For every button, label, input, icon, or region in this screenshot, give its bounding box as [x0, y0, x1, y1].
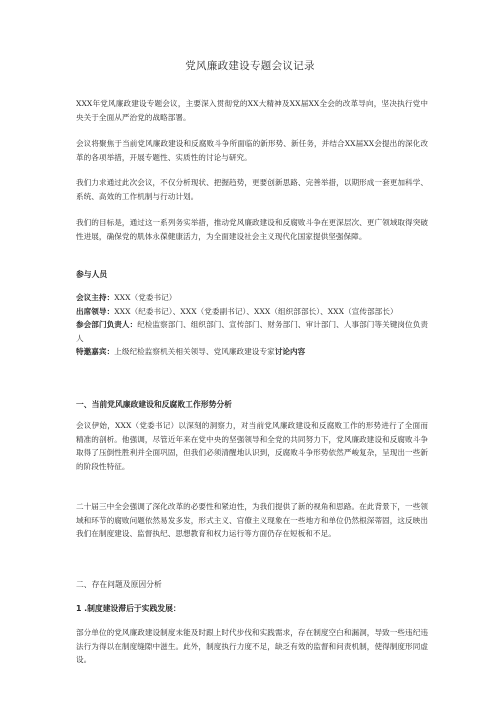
- section-2-heading: 二、存在问题及原因分析: [76, 580, 162, 589]
- intro-paragraph-1: XXX年党风廉政建设专题会议，主要深入贯彻党的XX大精神及XX届XX全会的改革导向，坚决执行党中央关于全面从严治党的战略部署。: [76, 99, 428, 122]
- section-1-heading: 一、当前党风廉政建设和反腐败工作形势分析: [76, 400, 232, 409]
- document-title: 党风廉政建设专题会议记录: [185, 60, 315, 72]
- guests-value: 上级纪检监察机关相关领导、党风廉政建设专家: [114, 347, 275, 357]
- leaders-line: [76, 305, 428, 319]
- host-label: 会议主持：: [76, 293, 115, 302]
- depts-value: 纪检监察部门、组织部门、宣传部门、财务部门、审计部门、人事部门等关键岗位负责人: [76, 320, 428, 343]
- intro-paragraph-2: 会议将聚焦于当前党风廉政建设和反腐败斗争所面临的新形势、新任务，并结合XX届XX会提出的深化改革的各项举措，开展专题性、实质性的讨论与研究。: [76, 139, 428, 162]
- guests-line: [76, 345, 428, 359]
- depts-label: 参会部门负责人：: [76, 320, 138, 330]
- section-2-paragraph-1: 部分单位的党风廉政建设制度未能及时跟上时代步伐和实践需求，存在制度空白和漏洞，导致一些违纪违法行为得以在制度缝隙中滋生。此外，制度执行力度不足，缺乏有效的监督和问责机制，使得制度形同虚设。: [76, 628, 428, 665]
- guests-tail: 讨论内容: [274, 347, 306, 357]
- participants-heading: 参与人员: [76, 270, 108, 279]
- intro-paragraph-4: 我们的目标是，通过这一系列务实举措，推动党风廉政建设和反腐败斗争在更深层次、更广领域取得突破性进展，确保党的肌体永葆健康活力，为全面建设社会主义现代化国家提供坚强保障。: [76, 218, 428, 241]
- section-2-subheading-1: 1 .制度建设滞后于实践发展：: [76, 604, 181, 613]
- leaders-value: XXX（纪委书记）、XXX（党委副书记）、XXX（组织部部长）、XXX（宣传部部长）: [114, 306, 398, 316]
- depts-line: [76, 318, 428, 345]
- leaders-label: 出席领导：: [76, 306, 115, 316]
- section-1-paragraph-1: 会议伊始，XXX（党委书记）以深刻的洞察力，对当前党风廉政建设和反腐败工作的形势进行了全面而精准的剖析。他强调，尽管近年来在党中央的坚强领导和全党的共同努力下，党风廉政建设和反腐败斗争取得了压倒性胜利并全面巩固，但我们必须清醒地认识到，反腐败斗争形势依然严峻复杂，呈现出一些新的阶段性特征。: [76, 421, 428, 471]
- host-value: XXX（党委书记）: [114, 293, 177, 302]
- participants-list: [76, 291, 428, 359]
- host-line: [76, 291, 428, 305]
- section-1-paragraph-2: 二十届三中全会强调了深化改革的必要性和紧迫性，为我们提供了新的视角和思路。在此背景下，一些领域和环节的腐败问题依然易发多发，形式主义、官僚主义现象在一些地方和单位仍然根深蒂固，这反映出我们在制度建设、监督执纪、思想教育和权力运行等方面仍存在短板和不足。: [76, 502, 428, 539]
- intro-paragraph-3: 我们力求通过此次会议，不仅分析现状、把握趋势，更要创新思路、完善举措，以期形成一套更加科学、系统、高效的工作机制与行动计划。: [76, 178, 428, 201]
- guests-label: 特邀嘉宾：: [76, 347, 115, 357]
